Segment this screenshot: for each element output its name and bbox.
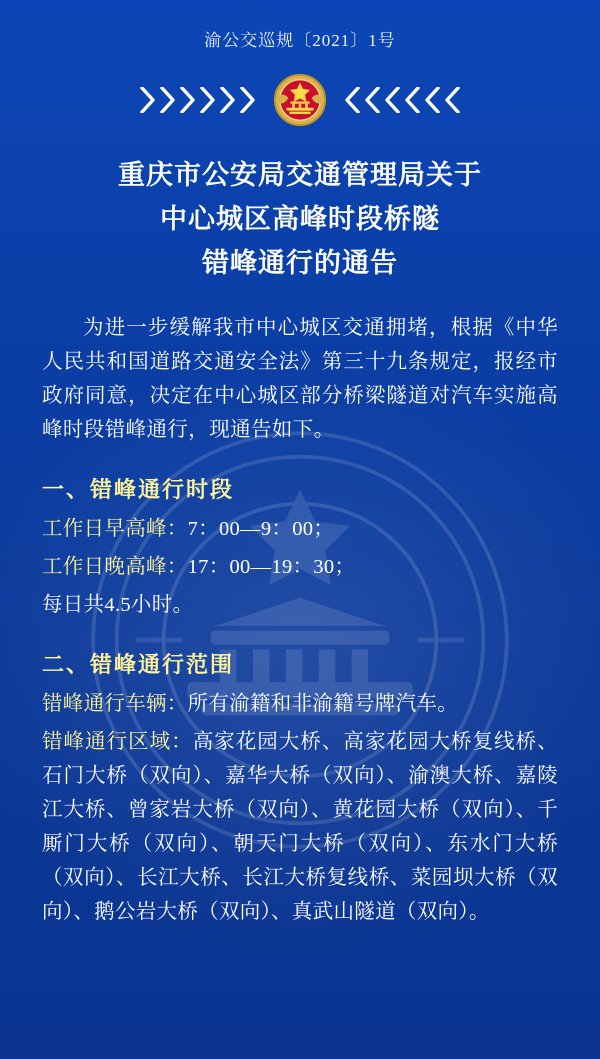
chevron-right-icon xyxy=(240,87,255,113)
evening-peak-label: 工作日晚高峰： xyxy=(42,556,188,578)
time-line-3: 每日共4.5小时。 xyxy=(42,594,194,616)
scope-areas-label: 错峰通行区域： xyxy=(42,731,193,753)
left-chevron-group xyxy=(140,87,255,113)
title-line-1: 重庆市公安局交通管理局关于 xyxy=(118,160,482,190)
scope-areas xyxy=(42,725,558,929)
title-line-3: 错峰通行的通告 xyxy=(202,248,398,278)
scope-vehicles-label: 错峰通行车辆： xyxy=(42,693,188,715)
title-line-2: 中心城区高峰时段桥隧 xyxy=(160,204,440,234)
scope-areas-value: 高家花园大桥、高家花园大桥复线桥、石门大桥（双向）、嘉华大桥（双向）、渝澳大桥、嘉陵江大桥、曾家岩大桥（双向）、黄花园大桥（双向）、千厮门大桥（双向）、朝天门大桥（双向）、东水门大桥（双向）、长江大桥、长江大桥复线桥、菜园坝大桥（双向）、鹅公岩大桥（双向）、真武山隧道（双向）。 xyxy=(42,731,558,923)
right-chevron-group xyxy=(345,87,460,113)
chevron-right-icon xyxy=(180,87,195,113)
chevron-right-icon xyxy=(140,87,155,113)
emblem-row xyxy=(0,69,600,131)
section-heading-1: 一、错峰通行时段 xyxy=(42,477,235,502)
chevron-right-icon xyxy=(200,87,215,113)
preamble-paragraph: 为进一步缓解我市中心城区交通拥堵，根据《中华人民共和国道路交通安全法》第三十九条规定，报经市政府同意，决定在中心城区部分桥梁隧道对汽车实施高峰时段错峰通行，现通告如下。 xyxy=(42,317,558,441)
chevron-right-icon xyxy=(160,87,175,113)
chevron-left-icon xyxy=(425,87,440,113)
morning-peak-label: 工作日早高峰： xyxy=(42,518,188,540)
police-badge-icon xyxy=(269,69,331,131)
morning-peak-value: 7：00—9：00； xyxy=(187,518,335,540)
chevron-left-icon xyxy=(345,87,360,113)
chevron-right-icon xyxy=(220,87,235,113)
time-line-1 xyxy=(42,512,558,546)
chevron-left-icon xyxy=(365,87,380,113)
section-heading-2: 二、错峰通行范围 xyxy=(42,652,235,677)
scope-vehicles-value: 所有渝籍和非渝籍号牌汽车。 xyxy=(187,693,459,715)
chevron-left-icon xyxy=(385,87,400,113)
chevron-left-icon xyxy=(405,87,420,113)
page-title xyxy=(40,153,560,285)
evening-peak-value: 17：00—19：30； xyxy=(187,556,356,578)
document-number: 渝公交巡规〔2021〕1号 xyxy=(204,31,396,50)
time-line-2 xyxy=(42,550,558,584)
scope-vehicles xyxy=(42,687,558,721)
chevron-left-icon xyxy=(445,87,460,113)
